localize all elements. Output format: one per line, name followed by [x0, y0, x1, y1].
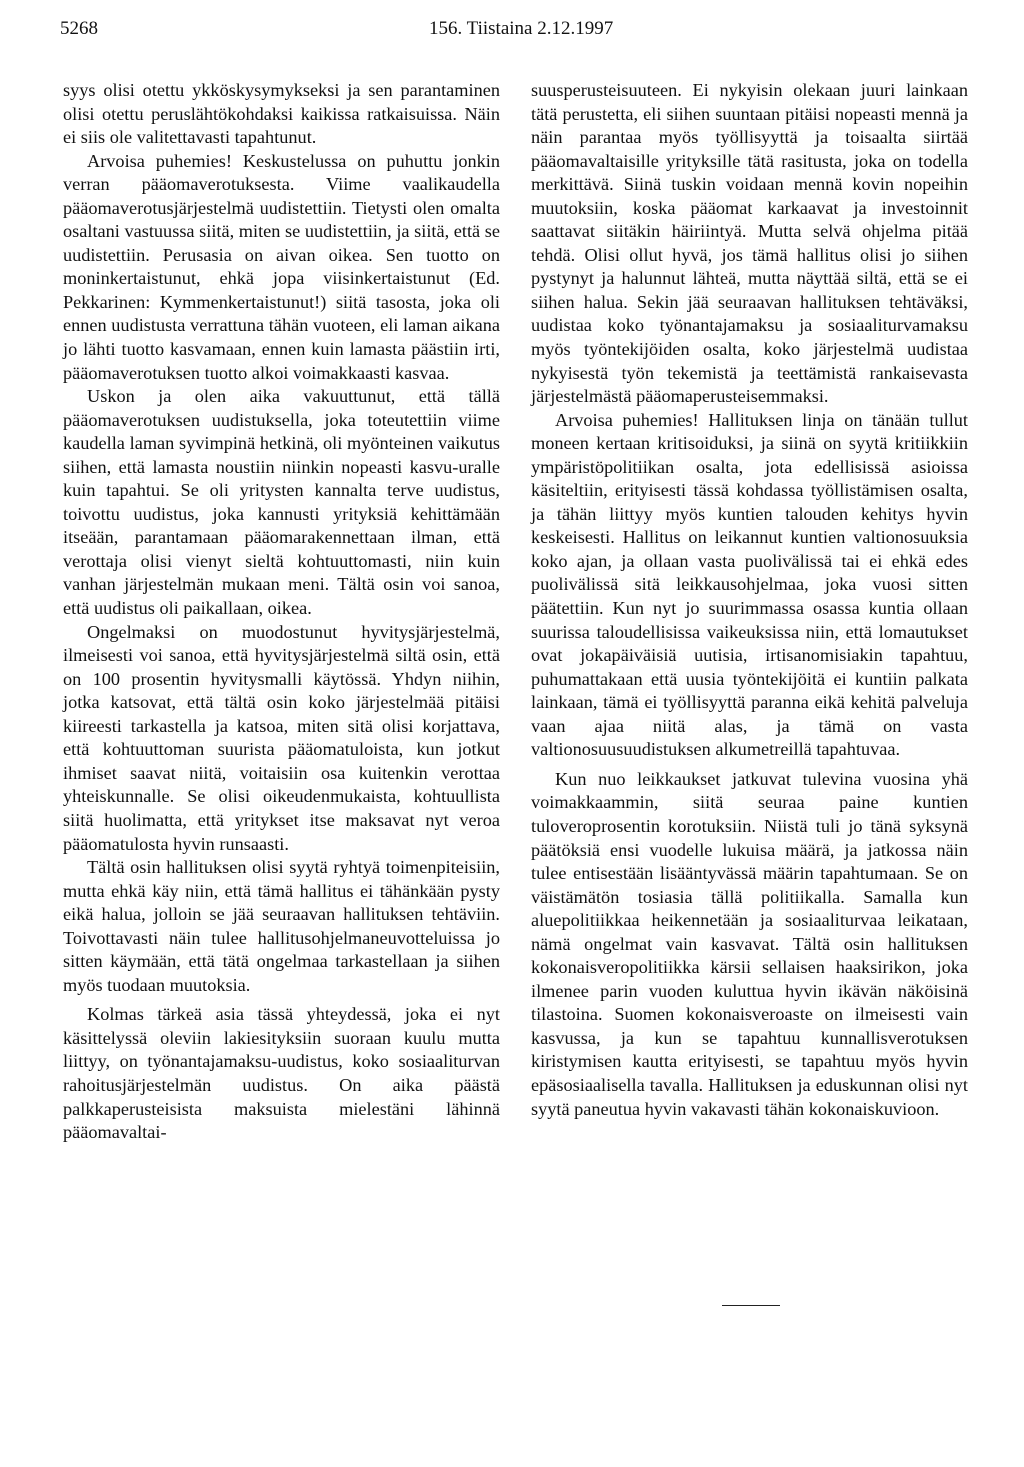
paragraph: Arvoisa puhemies! Hallituksen linja on tänään tullut moneen kertaan kritisoiduksi, ja siinä on syytä kritiikkiin ympäristöpolitiikan osalta, jota edellisissä asioissa käsiteltiin, erityisesti tässä kohdassa työllistämisen osalta, ja tähän liittyy myös kuntien talouden kehitys hyvin keskeisesti. Hallitus on leikannut kuntien valtionosuuksia koko ajan, ja ollaan vasta puolivälissä tai ei ehkä edes puolivälissä sitä leikkausohjelmaa, joka vuosi sitten päätettiin. Kun nyt jo suurimmassa osassa kuntia ollaan suurissa taloudellisissa vaikeuksissa niin, että lomautukset ovat jokapäiväisiä uutisia, irtisanomisiakin tapahtuu, puhumattakaan että uusia työntekijöitä ei kuntiin palkata lainkaan, tämä ei työllisyyttä paranna eikä kehitä palveluja vaan ajaa niitä alas, ja tämä on vasta valtionosuusuudistuksen alkumetreillä tapahtuvaa.	[531, 409, 968, 760]
paragraph: Ongelmaksi on muodostunut hyvitysjärjestelmä, ilmeisesti voi sanoa, että hyvitysjärjestelmä siltä osin, että on 100 prosentin hyvitysmalli käytössä. Yhdyn niihin, jotka katsovat, että tältä osin koko järjestelmää pitäisi kiireesti tarkastella ja katsoa, miten sitä olisi korjattava, että kohtuuttoman suurista pääomatuloista, kun jotkut ihmiset saavat niitä, voitaisiin osa kuitenkin verottaa yhteiskunnalle. Se olisi oikeudenmukaista, kohtuullista siitä huolimatta, että yritykset itse maksavat nyt veroa pääomatulosta hyvin runsaasti.	[63, 621, 500, 854]
page-number: 5268	[60, 18, 98, 39]
paragraph: Arvoisa puhemies! Keskustelussa on puhuttu jonkin verran pääomaverotuksesta. Viime vaalikaudella pääomaverotusjärjestelmä uudistettiin. Tietysti olen omalta osaltani vastuussa siitä, miten se uudistettiin, ja siitä, että se uudistettiin. Perusasia on aivan oikea. Sen tuotto on moninkertaistunut, ehkä jopa viisinkertaistunut (Ed. Pekkarinen: Kymmenkertaistunut!) siitä tasosta, joka oli ennen uudistusta verrattuna tähän vuoteen, eli laman aikana jo lähti tuotto kasvamaan, ennen kuin lamasta päästiin irti, pääomaverotuksen tuotto alkoi voimakkaasti kasvaa.	[63, 150, 500, 383]
paragraph: Uskon ja olen aika vakuuttunut, että tällä pääomaverotuksen uudistuksella, joka toteutettiin viime kaudella laman syvimpinä hetkinä, oli myönteinen vaikutus siihen, että lamasta noustiin niinkin nopeasti kasvu-uralle kuin tapahtui. Se oli yritysten kannalta terve uudistus, toivottu uudistus, joka kannusti yrityksiä kehittämään itseään, parantamaan pääomarakennettaan ilman, että verottaja olisi vienyt sieltä kohtuuttomasti, niin kuin vanhan järjestelmän mukaan meni. Tältä osin voi sanoa, että uudistus oli paikallaan, oikea.	[63, 386, 500, 619]
end-rule-divider	[722, 1305, 780, 1306]
paragraph: Kolmas tärkeä asia tässä yhteydessä, joka ei nyt käsittelyssä oleviin lakiesityksiin suoraan kuulu mutta liittyy, on työnantajamaksu-uudistus, koko sosiaaliturvan rahoitusjärjestelmän uudistus. On aika päästä palkkaperusteisista maksuista mielestäni lähinnä pääomavaltai-	[63, 1004, 500, 1143]
paragraph: suusperusteisuuteen. Ei nykyisin olekaan juuri lainkaan tätä perustetta, eli siihen suuntaan pitäisi nopeasti mennä ja näin parantaa myös työllisyyttä ja toisaalta siirtää pääomavaltaisille yrityksille tätä rasitusta, joka on todella merkittävä. Siinä tuskin voidaan mennä kovin nopeihin muutoksiin, koska pääomat karkaavat ja investoinnit saattavat siitäkin häiriintyä. Mutta selvä ohjelma pitää tehdä. Olisi ollut hyvä, jos tämä hallitus olisi jo siihen pystynyt ja halunnut lähteä, mutta näyttää siltä, että se ei siihen halua. Sekin jää seuraavan hallituksen tehtäväksi, uudistaa koko työnantajamaksu ja sosiaaliturvamaksu myös työntekijöiden osalta, koko järjestelmä uudistaa nykyisestä työn tekemistä ja teettämistä rankaisevasta järjestelmästä pääomaperusteisemmaksi.	[531, 80, 968, 407]
page-header	[60, 18, 970, 48]
left-column	[63, 79, 500, 1145]
right-column	[531, 79, 968, 1121]
session-date-header: 156. Tiistaina 2.12.1997	[429, 18, 614, 39]
paragraph: syys olisi otettu ykköskysymykseksi ja sen parantaminen olisi otettu peruslähtökohdaksi kaikissa ratkaisuissa. Näin ei siis ole valitettavasti tapahtunut.	[63, 80, 500, 148]
paragraph: Tältä osin hallituksen olisi syytä ryhtyä toimenpiteisiin, mutta ehkä käy niin, että tämä hallitus ei tähänkään pysty eikä halua, jolloin se jää seuraavan hallituksen tehtäviin. Toivottavasti näin tulee hallitusohjelmaneuvotteluissa jo sitten käymään, että tätä ongelmaa tarkastellaan ja siihen myös tuodaan muutoksia.	[63, 857, 500, 995]
paragraph: Kun nuo leikkaukset jatkuvat tulevina vuosina yhä voimakkaammin, siitä seuraa paine kuntien tuloveroprosentin korotuksiin. Niistä tuli jo tänä syksynä päätöksiä ensi vuodelle lukuisa määrä, ja jatkossa näin tulee entisestään lisääntyvässä määrin tapahtumaan. Se on väistämätön tosiasia tällä politiikalla. Samalla kun aluepolitiikkaa heikennetään ja sosiaaliturvaa leikataan, nämä ongelmat vain kasvavat. Tältä osin hallituksen kokonaisveropolitiikka kärsii sellaisen haaksirikon, joka ilmenee parin vuoden kuluttua hyvin ikävän näköisinä tilastoina. Suomen kokonaisveroaste on ilmeisesti vain kasvussa, ja kun se tapahtuu kunnallisverotuksen kiristymisen kautta erityisesti, se tapahtuu myös hyvin epäsosiaalisella tavalla. Hallituksen ja eduskunnan olisi nyt syytä paneutua hyvin vakavasti tähän kokonaiskuvioon.	[531, 768, 968, 1119]
